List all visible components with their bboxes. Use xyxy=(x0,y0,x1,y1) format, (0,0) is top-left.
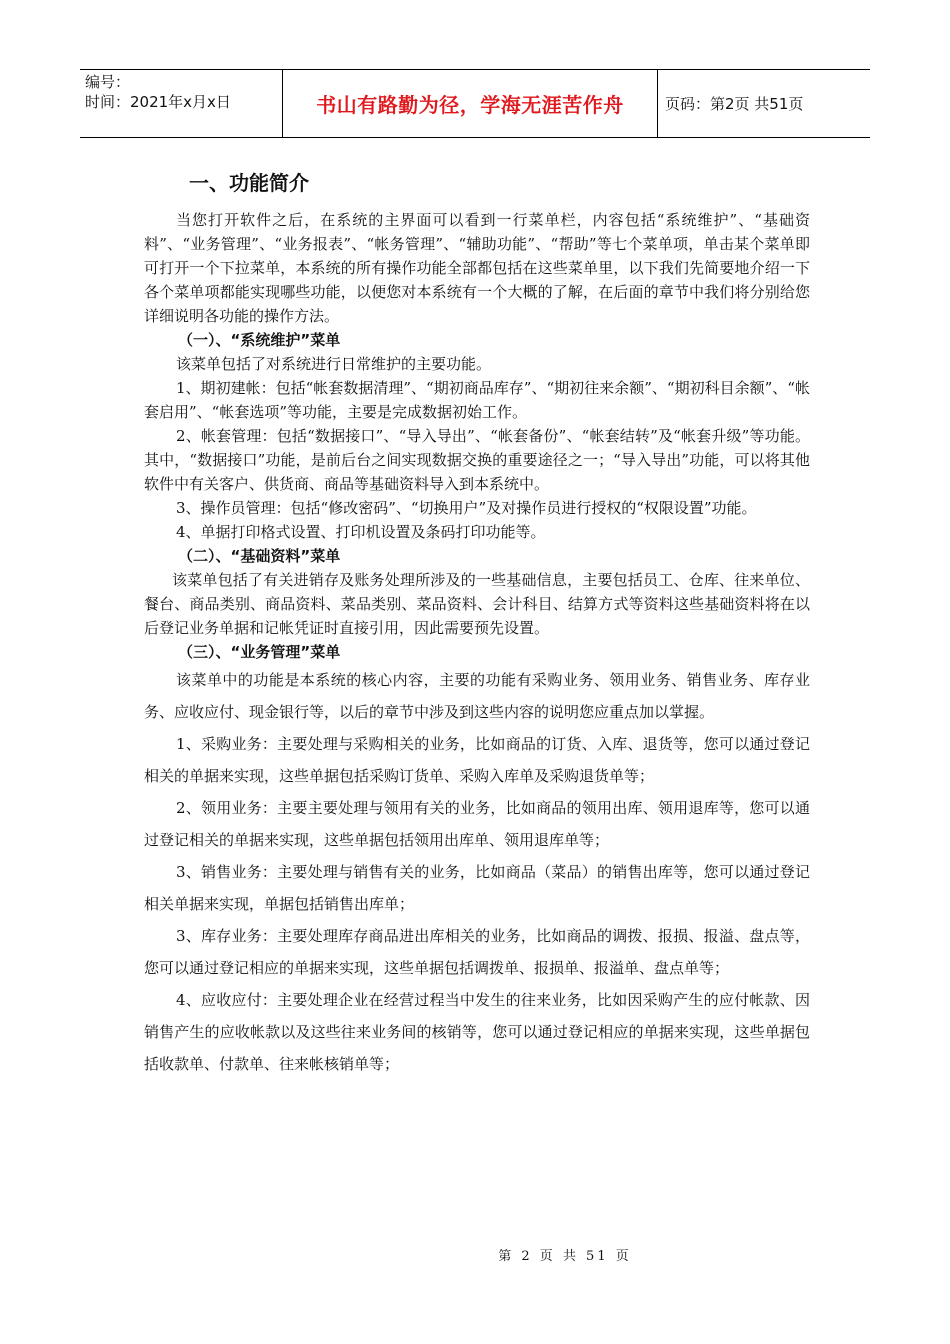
list-item: 4、应收应付：主要处理企业在经营过程当中发生的往来业务，比如因采购产生的应付帐款、因销售产生的应收帐款以及这些往来业务间的核销等，您可以通过登记相应的单据来实现，这些单据包括收款单、付款单、往来帐核销单等； xyxy=(144,991,810,1073)
list-item: 1、期初建帐：包括“帐套数据清理”、“期初商品库存”、“期初往来余额”、“期初科目余额”、“帐套启用”、“帐套选项”等功能，主要是完成数据初始工作。 xyxy=(144,379,810,421)
number-label: 编号： xyxy=(85,73,131,91)
list-item: 3、销售业务：主要处理与销售有关的业务，比如商品（菜品）的销售出库等，您可以通过登记相关单据来实现，单据包括销售出库单； xyxy=(144,863,810,913)
paragraph: 该菜单中的功能是本系统的核心内容，主要的功能有采购业务、领用业务、销售业务、库存业务、应收应付、现金银行等，以后的章节中涉及到这些内容的说明您应重点加以掌握。 xyxy=(144,671,810,721)
intro-paragraph: 当您打开软件之后，在系统的主界面可以看到一行菜单栏，内容包括“系统维护”、“基础资料”、“业务管理”、“业务报表”、“帐务管理”、“辅助功能”、“帮助”等七个菜单项，单击某个菜单即可打开一个下拉菜单，本系统的所有操作功能全部都包括在这些菜单里，以下我们先简要地介绍一下各个菜单项都能实现哪些功能，以便您对本系统有一个大概的了解，在后面的章节中我们将分别给您详细说明各功能的操作方法。 xyxy=(144,211,810,325)
business-section xyxy=(144,664,810,1080)
paragraph: 该菜单包括了有关进销存及账务处理所涉及的一些基础信息，主要包括员工、仓库、往来单位、餐台、商品类别、商品资料、菜品类别、菜品资料、会计科目、结算方式等资料这些基础资料将在以后登记业务单据和记帐凭证时直接引用，因此需要预先设置。 xyxy=(144,571,810,637)
document-body xyxy=(144,168,810,1080)
list-item: 2、领用业务：主要主要处理与领用有关的业务，比如商品的领用出库、领用退库等，您可以通过登记相关的单据来实现，这些单据包括领用出库单、领用退库单等； xyxy=(144,799,810,849)
subsection-heading-system-maintenance: （一）、“系统维护”菜单 xyxy=(178,331,341,349)
subsection-heading-basic-data: （二）、“基础资料”菜单 xyxy=(178,547,341,565)
header-motto: 书山有路勤为径，学海无涯苦作舟 xyxy=(283,70,658,137)
list-item: 3、操作员管理：包括“修改密码”、“切换用户”及对操作员进行授权的“权限设置”功能。 xyxy=(176,499,757,517)
list-item: 4、单据打印格式设置、打印机设置及条码打印功能等。 xyxy=(176,523,546,541)
section-title: 一、功能简介 xyxy=(189,171,309,195)
header-meta xyxy=(80,70,283,137)
header-page-number: 页码：第2页 共51页 xyxy=(665,95,804,113)
subsection-heading-business-management: （三）、“业务管理”菜单 xyxy=(178,643,341,661)
page-footer: 第 2 页 共 51 页 xyxy=(498,1249,632,1264)
paragraph: 该菜单包括了对系统进行日常维护的主要功能。 xyxy=(176,355,492,373)
list-item: 3、库存业务：主要处理库存商品进出库相关的业务，比如商品的调拨、报损、报溢、盘点等，您可以通过登记相应的单据来实现，这些单据包括调拨单、报损单、报溢单、盘点单等； xyxy=(144,927,810,977)
time-label: 时间：2021年x月x日 xyxy=(85,93,231,111)
list-item: 1、采购业务：主要处理与采购相关的业务，比如商品的订货、入库、退货等，您可以通过登记相关的单据来实现，这些单据包括采购订货单、采购入库单及采购退货单等； xyxy=(144,735,810,785)
page-header xyxy=(80,69,870,138)
list-item: 2、帐套管理：包括“数据接口”、“导入导出”、“帐套备份”、“帐套结转”及“帐套升级”等功能。其中，“数据接口”功能，是前后台之间实现数据交换的重要途径之一；“导入导出”功能，可以将其他软件中有关客户、供货商、商品等基础资料导入到本系统中。 xyxy=(144,427,810,493)
